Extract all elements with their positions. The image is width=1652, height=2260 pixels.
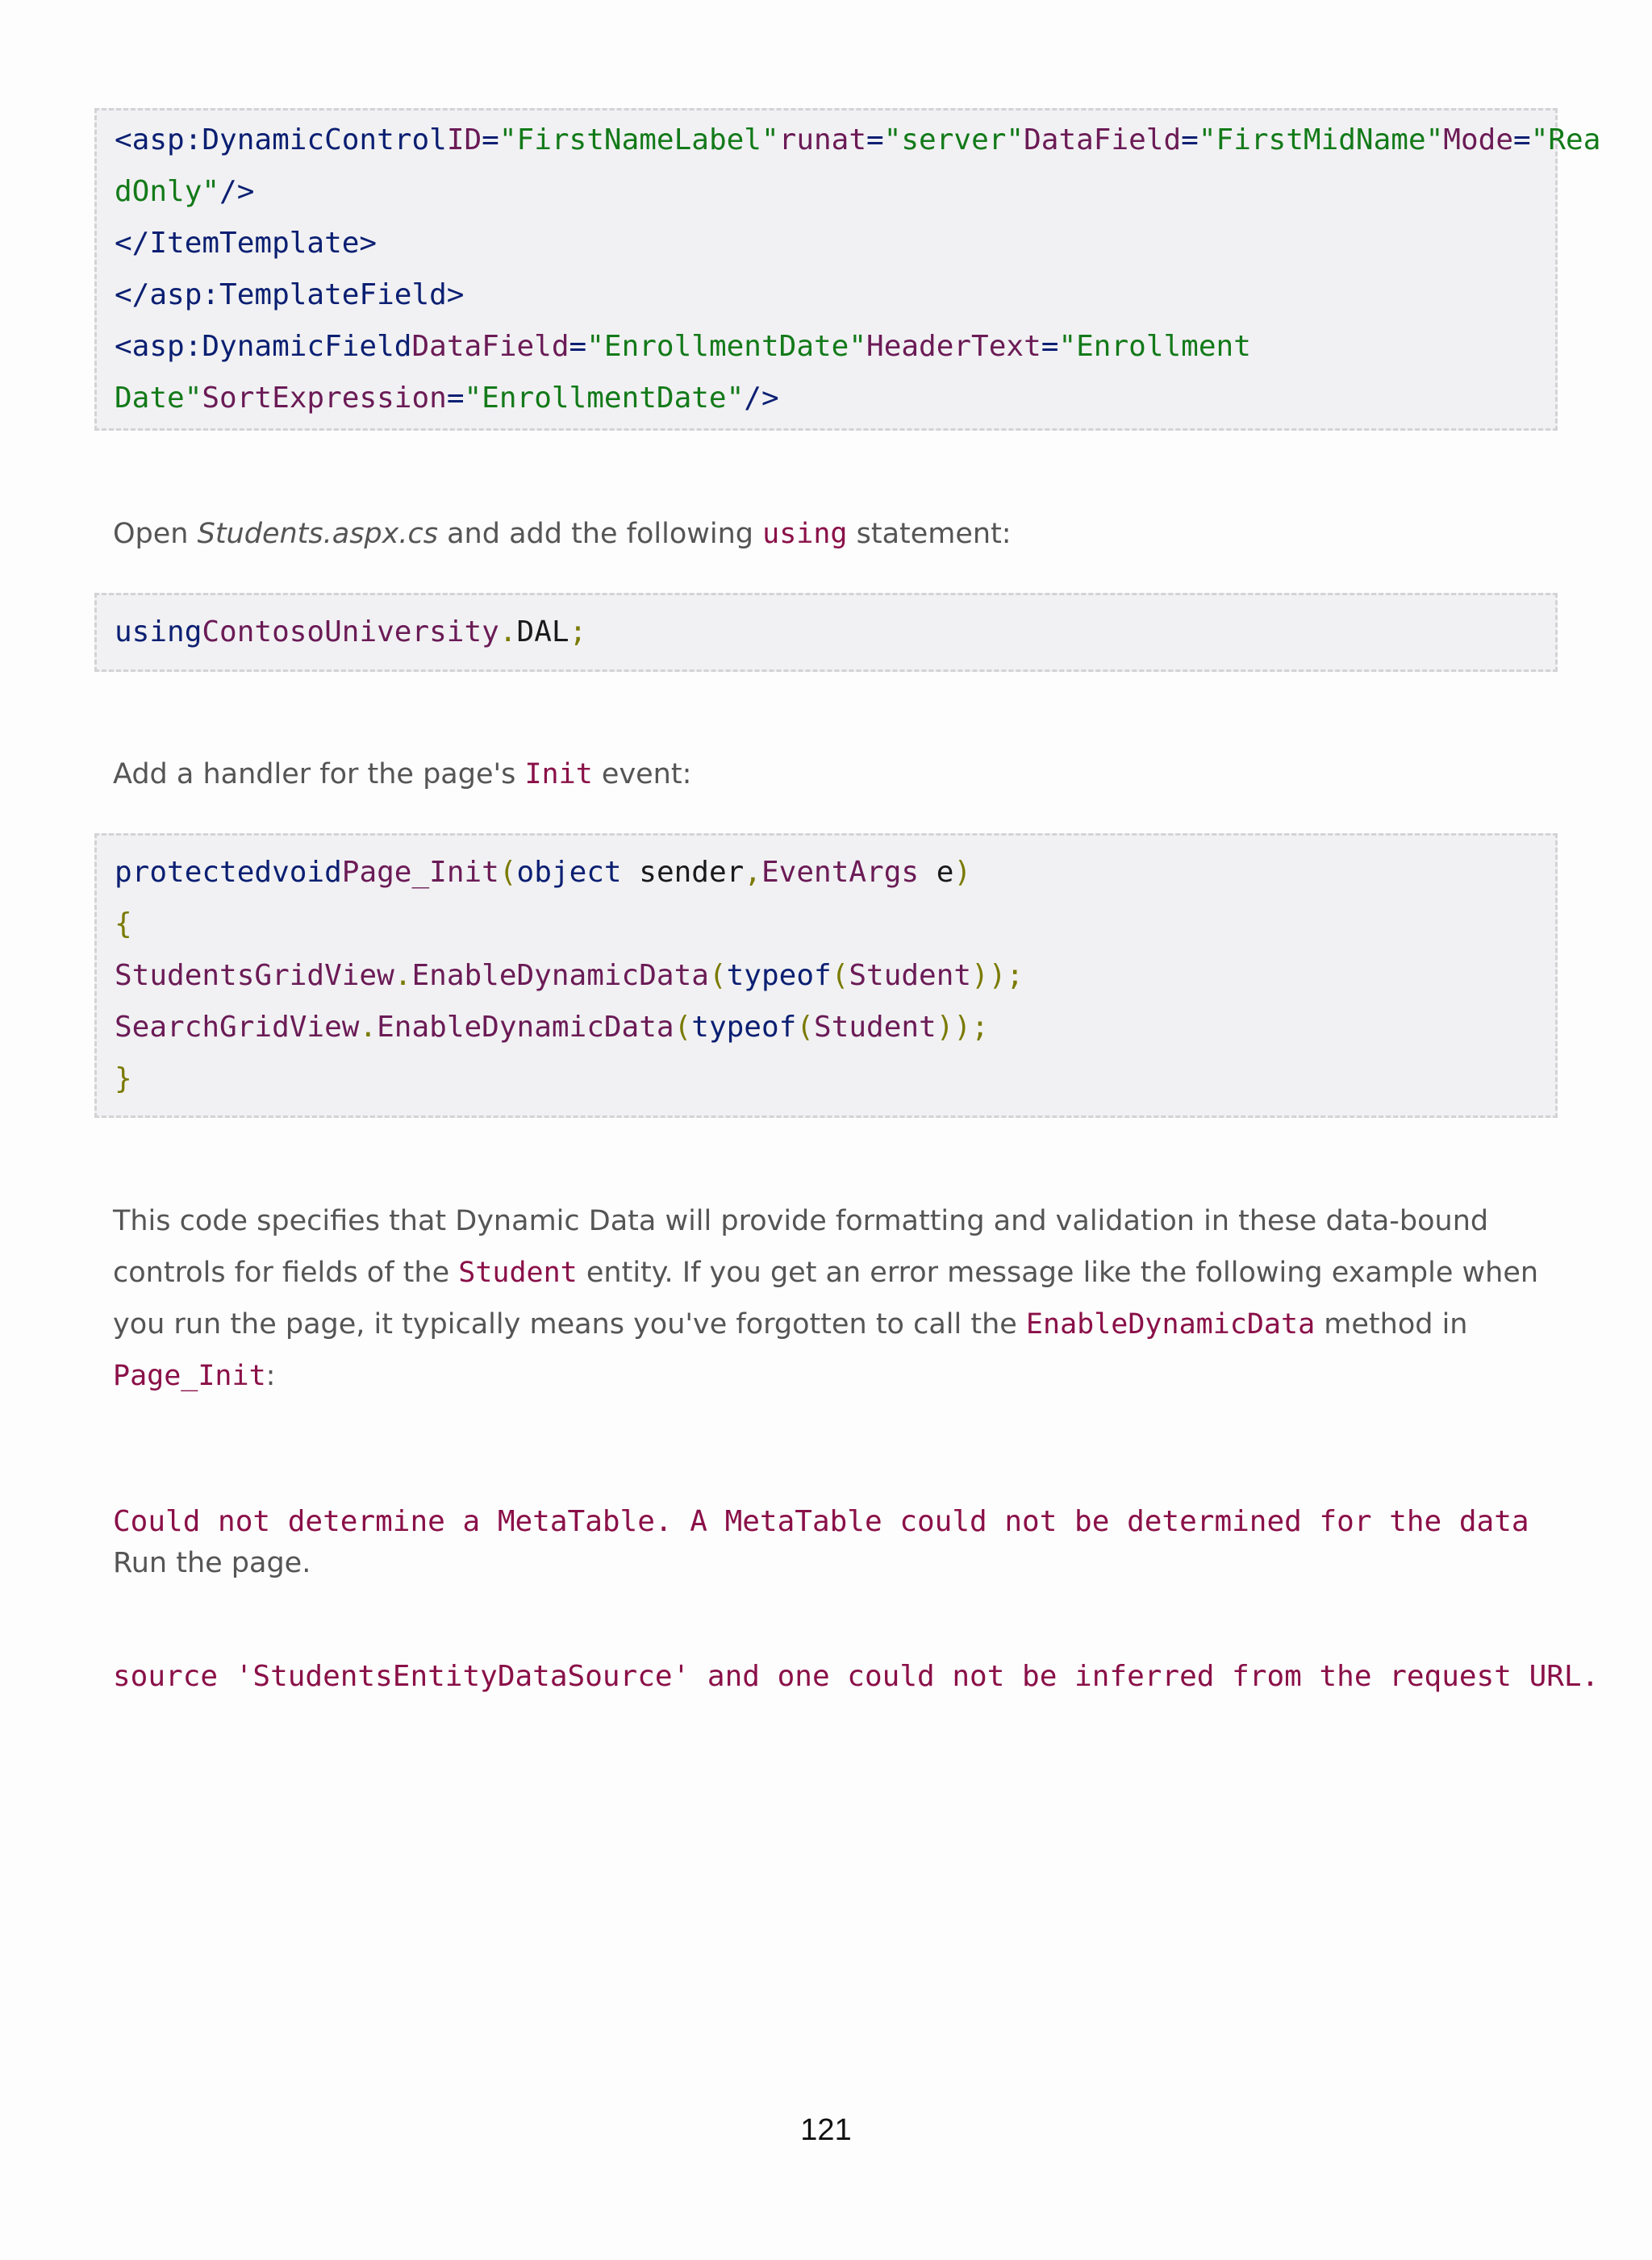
code-block-page-init (94, 833, 1558, 1118)
code-token: void (272, 856, 342, 889)
code-token: "EnrollmentDate" (464, 382, 745, 415)
code-token: , (744, 856, 761, 889)
code-token: DataField (411, 330, 569, 363)
code-token: ID (446, 123, 482, 156)
code-line: { (115, 907, 132, 940)
code-token: protected (115, 856, 273, 889)
file-name: Students.aspx.cs (197, 518, 438, 550)
code-token: . (359, 1011, 378, 1044)
code-token: runat (778, 123, 867, 156)
code-line (115, 321, 1537, 373)
code-token: . (394, 959, 412, 992)
code-line (115, 1002, 1537, 1053)
code-token: Mode (1443, 123, 1513, 156)
code-line: </asp:TemplateField> (115, 278, 465, 311)
code-token: )); (936, 1011, 989, 1044)
inline-code: Student (458, 1257, 578, 1289)
code-line (115, 847, 1537, 899)
run-page-paragraph: Run the page. (113, 1547, 311, 1579)
code-token: ContosoUniversity (202, 615, 499, 648)
code-token: typeof (726, 959, 832, 992)
code-token: SortExpression (202, 382, 447, 415)
code-token: . (499, 615, 517, 648)
code-line: } (115, 1062, 132, 1095)
code-token: EnableDynamicData (377, 1011, 674, 1044)
instruction-paragraph (113, 748, 1549, 800)
code-token: Page_Init (341, 856, 499, 889)
code-token: <asp:DynamicControl (115, 123, 447, 156)
paragraph-text: This code specifies that Dynamic Data will provide formatting and validation in these data-bound controls for fields of the (113, 1205, 1489, 1289)
paragraph-text: method in (1315, 1308, 1468, 1341)
code-token: ( (674, 1011, 692, 1044)
code-line (115, 950, 1537, 1002)
code-token: dOnly" (115, 175, 220, 208)
code-token: "EnrollmentDate" (586, 330, 867, 363)
code-token: Date" (115, 382, 202, 415)
paragraph-text: event: (592, 758, 692, 790)
code-token: = (866, 123, 884, 156)
paragraph-text: entity. If you get an error message like the following example when you run the page, it typically means you've forgotten to call the (113, 1257, 1539, 1341)
page-number: 121 (800, 2113, 852, 2147)
code-token: = (446, 382, 465, 415)
code-token: <asp:DynamicField (115, 330, 412, 363)
code-token: Student (814, 1011, 937, 1044)
inline-code: Page_Init (113, 1360, 266, 1392)
code-token: Student (849, 959, 972, 992)
code-token: e (919, 856, 954, 889)
code-line (115, 166, 1537, 218)
code-token: ( (708, 959, 727, 992)
paragraph-text: and add the following (437, 518, 763, 550)
inline-code: using (762, 518, 848, 550)
error-line: Could not determine a MetaTable. A MetaTable could not be determined for the data (113, 1505, 1529, 1538)
code-block-using (94, 593, 1558, 672)
code-token: HeaderText (866, 330, 1041, 363)
code-token: )); (971, 959, 1024, 992)
code-line (115, 115, 1601, 166)
paragraph-text: Open (113, 518, 198, 550)
explanation-paragraph (113, 1195, 1549, 1402)
code-token: = (1041, 330, 1059, 363)
code-token: DataField (1024, 123, 1182, 156)
code-token: = (569, 330, 587, 363)
code-token: "FirstNameLabel" (499, 123, 779, 156)
code-line (115, 607, 1537, 658)
code-token: = (1181, 123, 1199, 156)
code-line: </ItemTemplate> (115, 227, 378, 260)
instruction-paragraph (113, 508, 1549, 560)
paragraph-text: Add a handler for the page's (113, 758, 525, 790)
error-line: source 'StudentsEntityDataSource' and one could not be inferred from the request URL. (113, 1660, 1600, 1693)
code-token: ( (831, 959, 849, 992)
code-token: /> (744, 382, 779, 415)
code-token: EventArgs (761, 856, 920, 889)
paragraph-text: : (265, 1360, 276, 1392)
code-token: SearchGridView (115, 1011, 360, 1044)
paragraph-text: statement: (847, 518, 1012, 550)
code-token: ( (796, 1011, 815, 1044)
code-token: object (516, 856, 622, 889)
code-token: sender (621, 856, 745, 889)
code-token: = (1513, 123, 1531, 156)
code-token: DAL (516, 615, 569, 648)
code-token: ; (569, 615, 587, 648)
code-token: EnableDynamicData (411, 959, 709, 992)
code-token: using (115, 615, 202, 648)
code-token: StudentsGridView (115, 959, 394, 992)
code-line (115, 373, 1537, 424)
code-token: ) (953, 856, 972, 889)
inline-code: Init (524, 758, 593, 790)
code-token: "server" (883, 123, 1024, 156)
code-token: ( (499, 856, 517, 889)
code-token: "Rea (1530, 123, 1601, 156)
code-token: = (482, 123, 499, 156)
code-token: /> (219, 175, 255, 208)
code-block-markup (94, 108, 1601, 431)
code-token: "FirstMidName" (1198, 123, 1444, 156)
inline-code: EnableDynamicData (1025, 1308, 1316, 1341)
code-token: "Enrollment (1058, 330, 1251, 363)
code-token: typeof (691, 1011, 797, 1044)
